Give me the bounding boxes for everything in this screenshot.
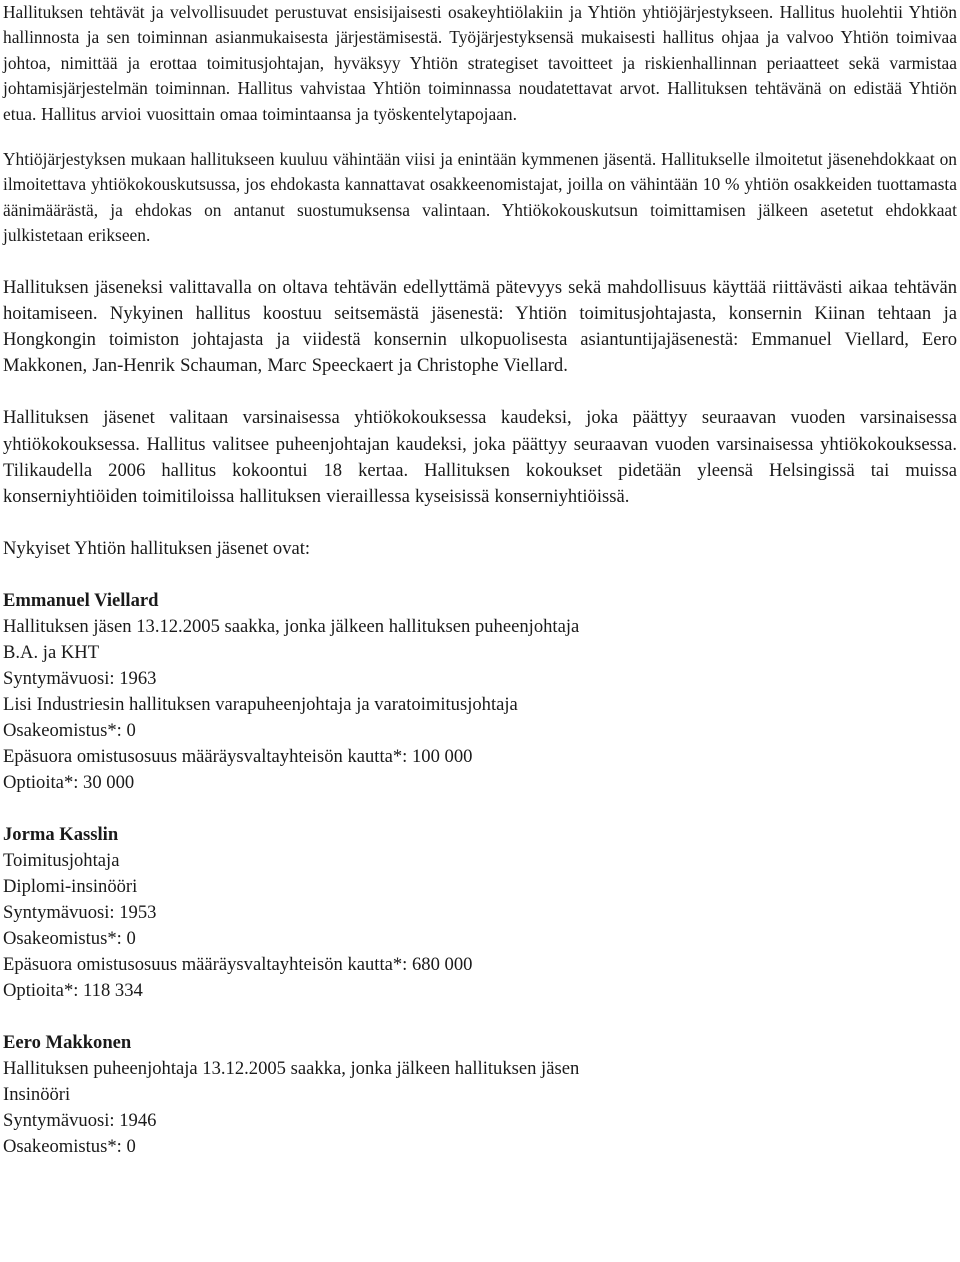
member-options: Optioita*: 30 000 (3, 772, 135, 794)
member-options: Optioita*: 118 334 (3, 980, 143, 1002)
member-name: Jorma Kasslin (3, 824, 119, 846)
member-education: B.A. ja KHT (3, 642, 100, 664)
member-main-occupation: Lisi Industriesin hallituksen varapuheenjohtaja ja varatoimitusjohtaja (3, 694, 518, 716)
member-block-eero-makkonen (3, 1030, 957, 1160)
board-composition-paragraph: Yhtiöjärjestyksen mukaan hallitukseen kuuluu vähintään viisi ja enintään kymmenen jäsentä. Hallitukselle ilmoitetut jäsenehdokkaat on ilmoitettava yhtiökokouskutsussa, jos ehdokasta kannattavat osakkeenomistajat, joilla on vähintään 10 % yhtiön osakkeiden tuottamasta äänimäärästä, ja ehdokas on antanut suostumuksensa valintaan. Yhtiökokouskutsun toimittamisen jälkeen asetetut ehdokkaat julkistetaan erikseen. (3, 149, 957, 246)
member-indirect-holding: Epäsuora omistusosuus määräysvaltayhteisön kautta*: 680 000 (3, 954, 473, 976)
member-shareholding: Osakeomistus*: 0 (3, 1136, 136, 1158)
members-intro: Nykyiset Yhtiön hallituksen jäsenet ovat: (3, 538, 311, 560)
member-name: Emmanuel Viellard (3, 590, 159, 612)
member-education: Diplomi-insinööri (3, 876, 138, 898)
member-indirect-holding: Epäsuora omistusosuus määräysvaltayhteisön kautta*: 100 000 (3, 746, 473, 768)
member-role: Hallituksen puheenjohtaja 13.12.2005 saakka, jonka jälkeen hallituksen jäsen (3, 1058, 580, 1080)
member-name: Eero Makkonen (3, 1032, 132, 1054)
member-shareholding: Osakeomistus*: 0 (3, 720, 136, 742)
member-role: Hallituksen jäsen 13.12.2005 saakka, jonka jälkeen hallituksen puheenjohtaja (3, 616, 580, 638)
board-duties-paragraph: Hallituksen tehtävät ja velvollisuudet perustuvat ensisijaisesti osakeyhtiölakiin ja Yhtiön yhtiöjärjestykseen. Hallitus huolehtii Yhtiön hallinnosta ja sen toiminnan asianmukaisesta järjestämisestä. Työjärjestyksensä mukaisesti hallitus ohjaa ja valvoo Yhtiön toimivaa johtoa, nimittää ja erottaa toimitusjohtajan, hyväksyy Yhtiön strategiset tavoitteet ja riskienhallinnan periaatteet sekä varmistaa johtamisjärjestelmän toiminnan. Hallitus vahvistaa Yhtiön toiminnassa noudatettavat arvot. Hallituksen tehtävänä on edistää Yhtiön etua. Hallitus arvioi vuosittain omaa toimintaansa ja työskentelytapojaan. (3, 2, 957, 124)
member-block-jorma-kasslin (3, 822, 957, 1004)
document-page (3, 0, 957, 1160)
member-birth-year: Syntymävuosi: 1963 (3, 668, 157, 690)
board-term-paragraph: Hallituksen jäsenet valitaan varsinaisessa yhtiökokouksessa kaudeksi, joka päättyy seuraavan vuoden varsinaisessa yhtiökokouksessa. Hallitus valitsee puheenjohtajan kaudeksi, joka päättyy seuraavan vuoden varsinaisessa yhtiökokouksessa. Tilikaudella 2006 hallitus kokoontui 18 kertaa. Hallituksen kokoukset pidetään yleensä Helsingissä tai muissa konserniyhtiöiden toimitiloissa hallituksen vieraillessa kyseisissä konserniyhtiöissä. (3, 407, 957, 508)
member-education: Insinööri (3, 1084, 71, 1106)
member-shareholding: Osakeomistus*: 0 (3, 928, 136, 950)
member-birth-year: Syntymävuosi: 1946 (3, 1110, 157, 1132)
member-block-emmanuel-viellard (3, 588, 957, 796)
member-role: Toimitusjohtaja (3, 850, 120, 872)
member-birth-year: Syntymävuosi: 1953 (3, 902, 157, 924)
board-qualification-paragraph: Hallituksen jäseneksi valittavalla on oltava tehtävän edellyttämä pätevyys sekä mahdollisuus käyttää riittävästi aikaa tehtävän hoitamiseen. Nykyinen hallitus koostuu seitsemästä jäsenestä: Yhtiön toimitusjohtajasta, konsernin Kiinan tehtaan ja Hongkongin toimiston johtajasta ja viidestä konsernin ulkopuolisesta asiantuntijajäsenestä: Emmanuel Viellard, Eero Makkonen, Jan-Henrik Schauman, Marc Speeckaert ja Christophe Viellard. (3, 276, 957, 377)
